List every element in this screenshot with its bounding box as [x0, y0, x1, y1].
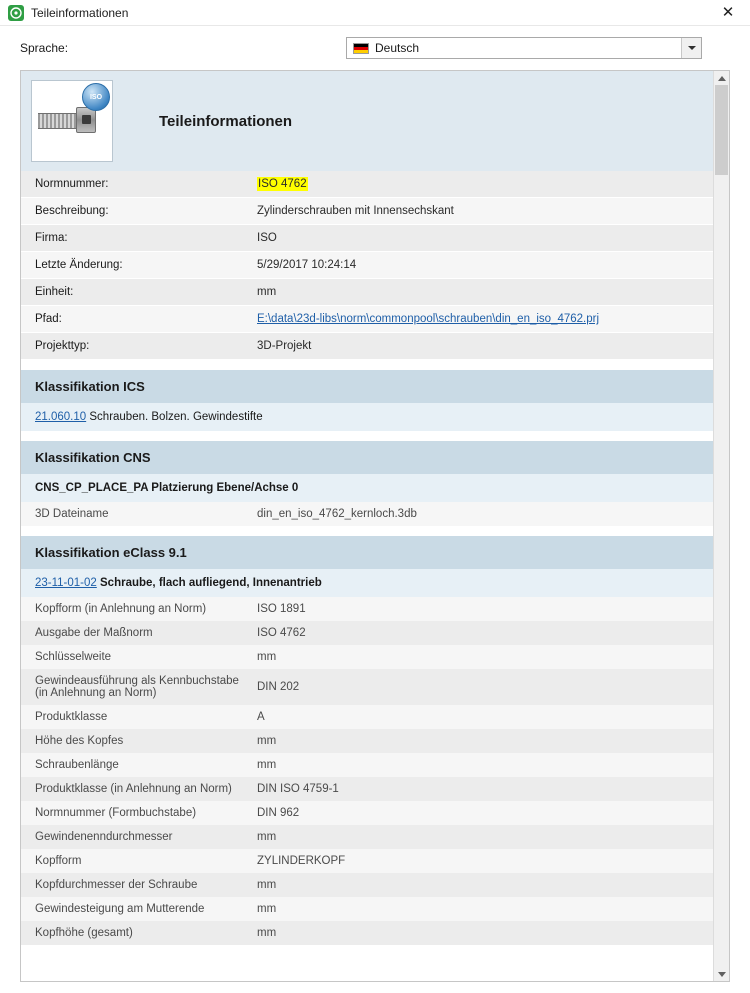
language-selected-value: Deutsch	[375, 41, 420, 55]
property-key: Kopfdurchmesser der Schraube	[21, 873, 243, 897]
table-row	[21, 621, 714, 645]
screw-drawing-icon	[38, 107, 96, 133]
german-flag-icon	[353, 43, 369, 54]
info-key: Normnummer:	[21, 171, 243, 198]
property-value: ZYLINDERKOPF	[243, 849, 714, 873]
eclass-code-link[interactable]: 23-11-01-02	[35, 577, 97, 589]
table-row	[21, 801, 714, 825]
table-row	[21, 597, 714, 621]
property-value: mm	[243, 753, 714, 777]
property-key: Ausgabe der Maßnorm	[21, 621, 243, 645]
table-row	[21, 873, 714, 897]
highlighted-value: ISO 4762	[258, 178, 307, 190]
table-row	[21, 171, 714, 198]
title-bar	[0, 0, 750, 26]
page-title: Teileinformationen	[159, 112, 293, 130]
info-key: Einheit:	[21, 279, 243, 306]
part-info-icon	[8, 5, 24, 21]
table-row	[21, 306, 714, 333]
property-value: mm	[243, 825, 714, 849]
section-header-cns: Klassifikation CNS	[21, 441, 714, 474]
info-key: Firma:	[21, 225, 243, 252]
info-value: ISO	[243, 225, 714, 252]
info-key: Beschreibung:	[21, 198, 243, 225]
info-key: Letzte Änderung:	[21, 252, 243, 279]
property-key: Kopfform	[21, 849, 243, 873]
ics-classification-row	[21, 403, 714, 431]
table-row	[21, 729, 714, 753]
scroll-down-arrow-icon[interactable]	[714, 967, 729, 981]
property-key: Produktklasse (in Anlehnung an Norm)	[21, 777, 243, 801]
chevron-down-icon[interactable]	[681, 38, 701, 58]
table-row	[21, 333, 714, 360]
table-row	[21, 849, 714, 873]
section-header-ics: Klassifikation ICS	[21, 370, 714, 403]
part-info-panel	[20, 70, 730, 982]
header-card	[21, 71, 714, 171]
table-row	[21, 645, 714, 669]
table-row	[21, 705, 714, 729]
path-link[interactable]: E:\data\23d-libs\norm\commonpool\schrauben\din_en_iso_4762.prj	[257, 313, 600, 325]
property-key: Kopfform (in Anlehnung an Norm)	[21, 597, 243, 621]
info-value[interactable]	[243, 306, 714, 333]
info-value: mm	[243, 279, 714, 306]
eclass-table	[21, 597, 714, 945]
property-key: Gewindeausführung als Kennbuchstabe (in Anlehnung an Norm)	[21, 669, 243, 705]
info-key: Pfad:	[21, 306, 243, 333]
property-key: 3D Dateiname	[21, 502, 243, 526]
table-row	[21, 252, 714, 279]
table-row	[21, 897, 714, 921]
part-info-table	[21, 171, 714, 360]
table-row	[21, 825, 714, 849]
part-info-table-body	[21, 171, 714, 360]
info-value	[243, 171, 714, 198]
language-label: Sprache:	[20, 41, 69, 55]
eclass-description: Schraube, flach aufliegend, Innenantrieb	[100, 577, 322, 589]
info-key: Projekttyp:	[21, 333, 243, 360]
property-key: Schraubenlänge	[21, 753, 243, 777]
property-value: ISO 4762	[243, 621, 714, 645]
vertical-scrollbar[interactable]	[713, 71, 729, 981]
property-key: Schlüsselweite	[21, 645, 243, 669]
cns-placement-row: CNS_CP_PLACE_PA Platzierung Ebene/Achse 0	[21, 474, 714, 502]
window-title: Teileinformationen	[31, 5, 129, 20]
property-key: Gewindenenndurchmesser	[21, 825, 243, 849]
table-row	[21, 921, 714, 945]
eclass-table-body	[21, 597, 714, 945]
language-select[interactable]	[346, 37, 702, 59]
table-row	[21, 669, 714, 705]
property-key: Höhe des Kopfes	[21, 729, 243, 753]
info-value: 3D-Projekt	[243, 333, 714, 360]
property-value: ISO 1891	[243, 597, 714, 621]
property-value: mm	[243, 897, 714, 921]
property-value: DIN ISO 4759-1	[243, 777, 714, 801]
cns-table	[21, 502, 714, 526]
scroll-up-arrow-icon[interactable]	[714, 71, 729, 85]
iso-globe-icon: ISO	[82, 83, 110, 111]
property-value: mm	[243, 729, 714, 753]
scrollbar-thumb[interactable]	[715, 85, 728, 175]
table-row	[21, 502, 714, 526]
cns-table-body	[21, 502, 714, 526]
table-row	[21, 225, 714, 252]
property-key: Produktklasse	[21, 705, 243, 729]
property-key: Gewindesteigung am Mutterende	[21, 897, 243, 921]
table-row	[21, 777, 714, 801]
close-icon[interactable]: ✕	[721, 4, 735, 21]
socket-head-screw-thumbnail	[31, 80, 113, 162]
property-value: DIN 962	[243, 801, 714, 825]
ics-code-link[interactable]: 21.060.10	[35, 411, 87, 423]
property-value: din_en_iso_4762_kernloch.3db	[243, 502, 714, 526]
ics-description: Schrauben. Bolzen. Gewindestifte	[89, 411, 263, 423]
property-value: mm	[243, 873, 714, 897]
property-value: A	[243, 705, 714, 729]
table-row	[21, 198, 714, 225]
panel-content	[21, 71, 714, 945]
panel-scroll-area	[21, 71, 714, 981]
property-value: mm	[243, 645, 714, 669]
eclass-classification-row	[21, 569, 714, 597]
info-value: Zylinderschrauben mit Innensechskant	[243, 198, 714, 225]
table-row	[21, 753, 714, 777]
property-value: mm	[243, 921, 714, 945]
language-row	[0, 26, 750, 70]
table-row	[21, 279, 714, 306]
property-key: Kopfhöhe (gesamt)	[21, 921, 243, 945]
info-value: 5/29/2017 10:24:14	[243, 252, 714, 279]
property-value: DIN 202	[243, 669, 714, 705]
property-key: Normnummer (Formbuchstabe)	[21, 801, 243, 825]
section-header-eclass: Klassifikation eClass 9.1	[21, 536, 714, 569]
